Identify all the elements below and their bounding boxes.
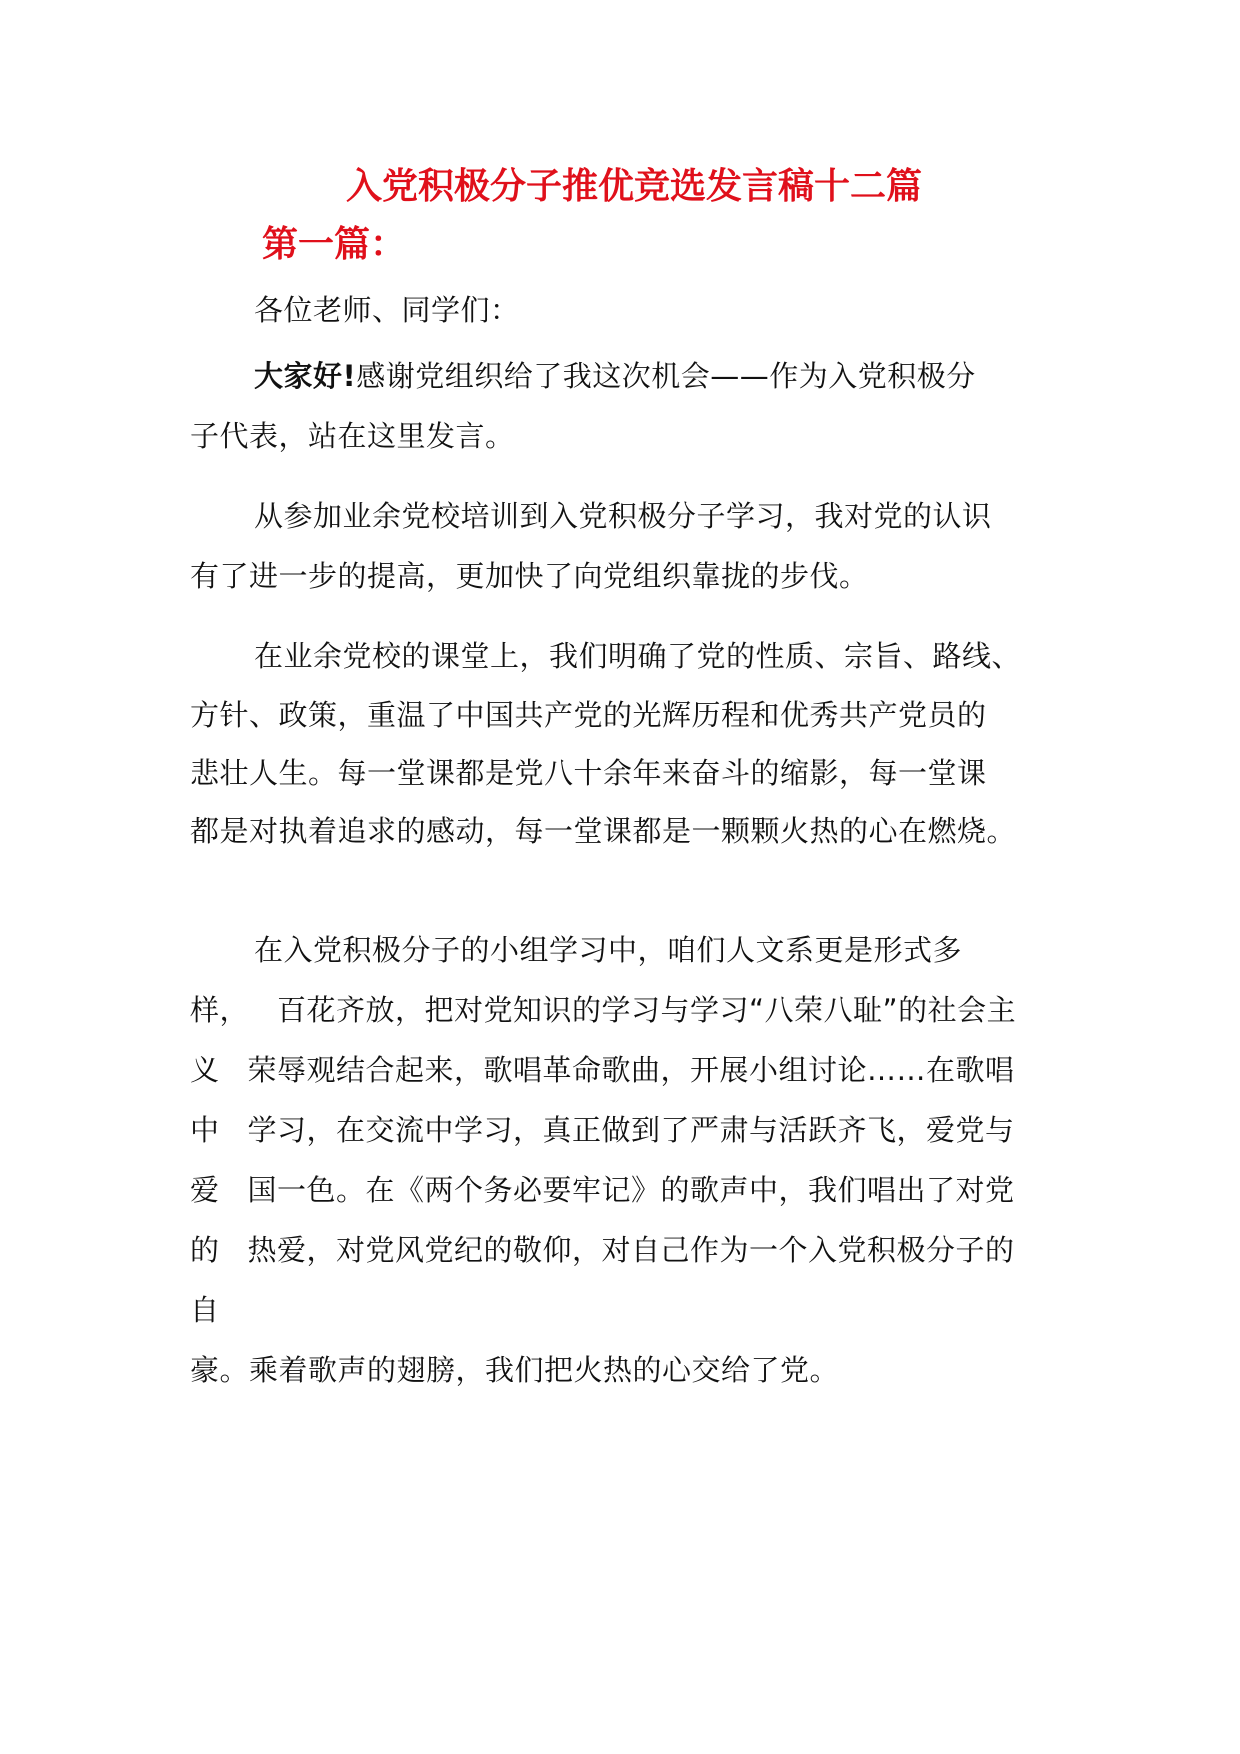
paragraph-4-line-3-start: 义	[190, 1053, 220, 1087]
paragraph-4-line-5	[190, 1160, 1080, 1220]
paragraph-3-line-1: 在业余党校的课堂上，我们明确了党的性质、宗旨、路线、	[254, 639, 1022, 673]
paragraph-4-line-4	[190, 1100, 1080, 1160]
paragraph-2-line-1: 从参加业余党校培训到入党积极分子学习，我对党的认识	[254, 499, 992, 533]
paragraph-2-line-2: 有了进一步的提高，更加快了向党组织靠拢的步伐。	[190, 559, 869, 593]
paragraph-4-line-6	[190, 1220, 1080, 1280]
paragraph-4-line-3	[190, 1040, 1080, 1100]
paragraph-4-line-6-start: 的	[190, 1233, 220, 1267]
paragraph-4-line-6-text: 热爱，对党风党纪的敬仰，对自己作为一个入党积极分子的	[247, 1233, 1015, 1267]
paragraph-4-line-8: 豪。乘着歌声的翅膀，我们把火热的心交给了党。	[190, 1353, 840, 1387]
paragraph-1-line-2: 子代表，站在这里发言。	[190, 419, 515, 453]
paragraph-3-line-3: 悲壮人生。每一堂课都是党八十余年来奋斗的缩影，每一堂课	[190, 756, 987, 790]
paragraph-1	[190, 346, 1080, 466]
paragraph-3	[190, 626, 1080, 860]
paragraph-1-line-1-text: 感谢党组织给了我这次机会——作为入党积极分	[356, 359, 976, 393]
document-title: 入党积极分子推优竞选发言稿十二篇	[345, 165, 922, 207]
salutation: 各位老师、同学们：	[254, 293, 520, 327]
paragraph-4-line-3-text: 荣辱观结合起来，歌唱革命歌曲，开展小组讨论……在歌唱	[247, 1053, 1015, 1087]
paragraph-3-line-2: 方针、政策，重温了中国共产党的光辉历程和优秀共产党员的	[190, 698, 987, 732]
paragraph-4-line-2-text: 百花齐放，把对党知识的学习与学习“八荣八耻”的社会主	[277, 993, 1017, 1027]
paragraph-3-line-4: 都是对执着追求的感动，每一堂课都是一颗颗火热的心在燃烧。	[190, 814, 1017, 848]
paragraph-4-line-1: 在入党积极分子的小组学习中，咱们人文系更是形式多	[254, 933, 963, 967]
paragraph-1-line-1	[190, 346, 1080, 406]
paragraph-4-line-2-start: 样，	[190, 993, 250, 1027]
paragraph-4-line-2	[190, 980, 1080, 1040]
paragraph-4-line-5-text: 国一色。在《两个务必要牢记》的歌声中，我们唱出了对党	[247, 1173, 1015, 1207]
paragraph-4-line-7: 自	[190, 1293, 220, 1327]
salutation-paragraph	[190, 280, 1080, 340]
section-heading: 第一篇：	[262, 223, 407, 265]
paragraph-2	[190, 486, 1080, 606]
paragraph-4-line-4-start: 中	[190, 1113, 220, 1147]
greeting: 大家好!	[254, 359, 357, 393]
paragraph-4-line-5-start: 爱	[190, 1173, 220, 1207]
paragraph-4-line-4-text: 学习，在交流中学习，真正做到了严肃与活跃齐飞，爱党与	[247, 1113, 1015, 1147]
paragraph-4	[190, 920, 1080, 1400]
